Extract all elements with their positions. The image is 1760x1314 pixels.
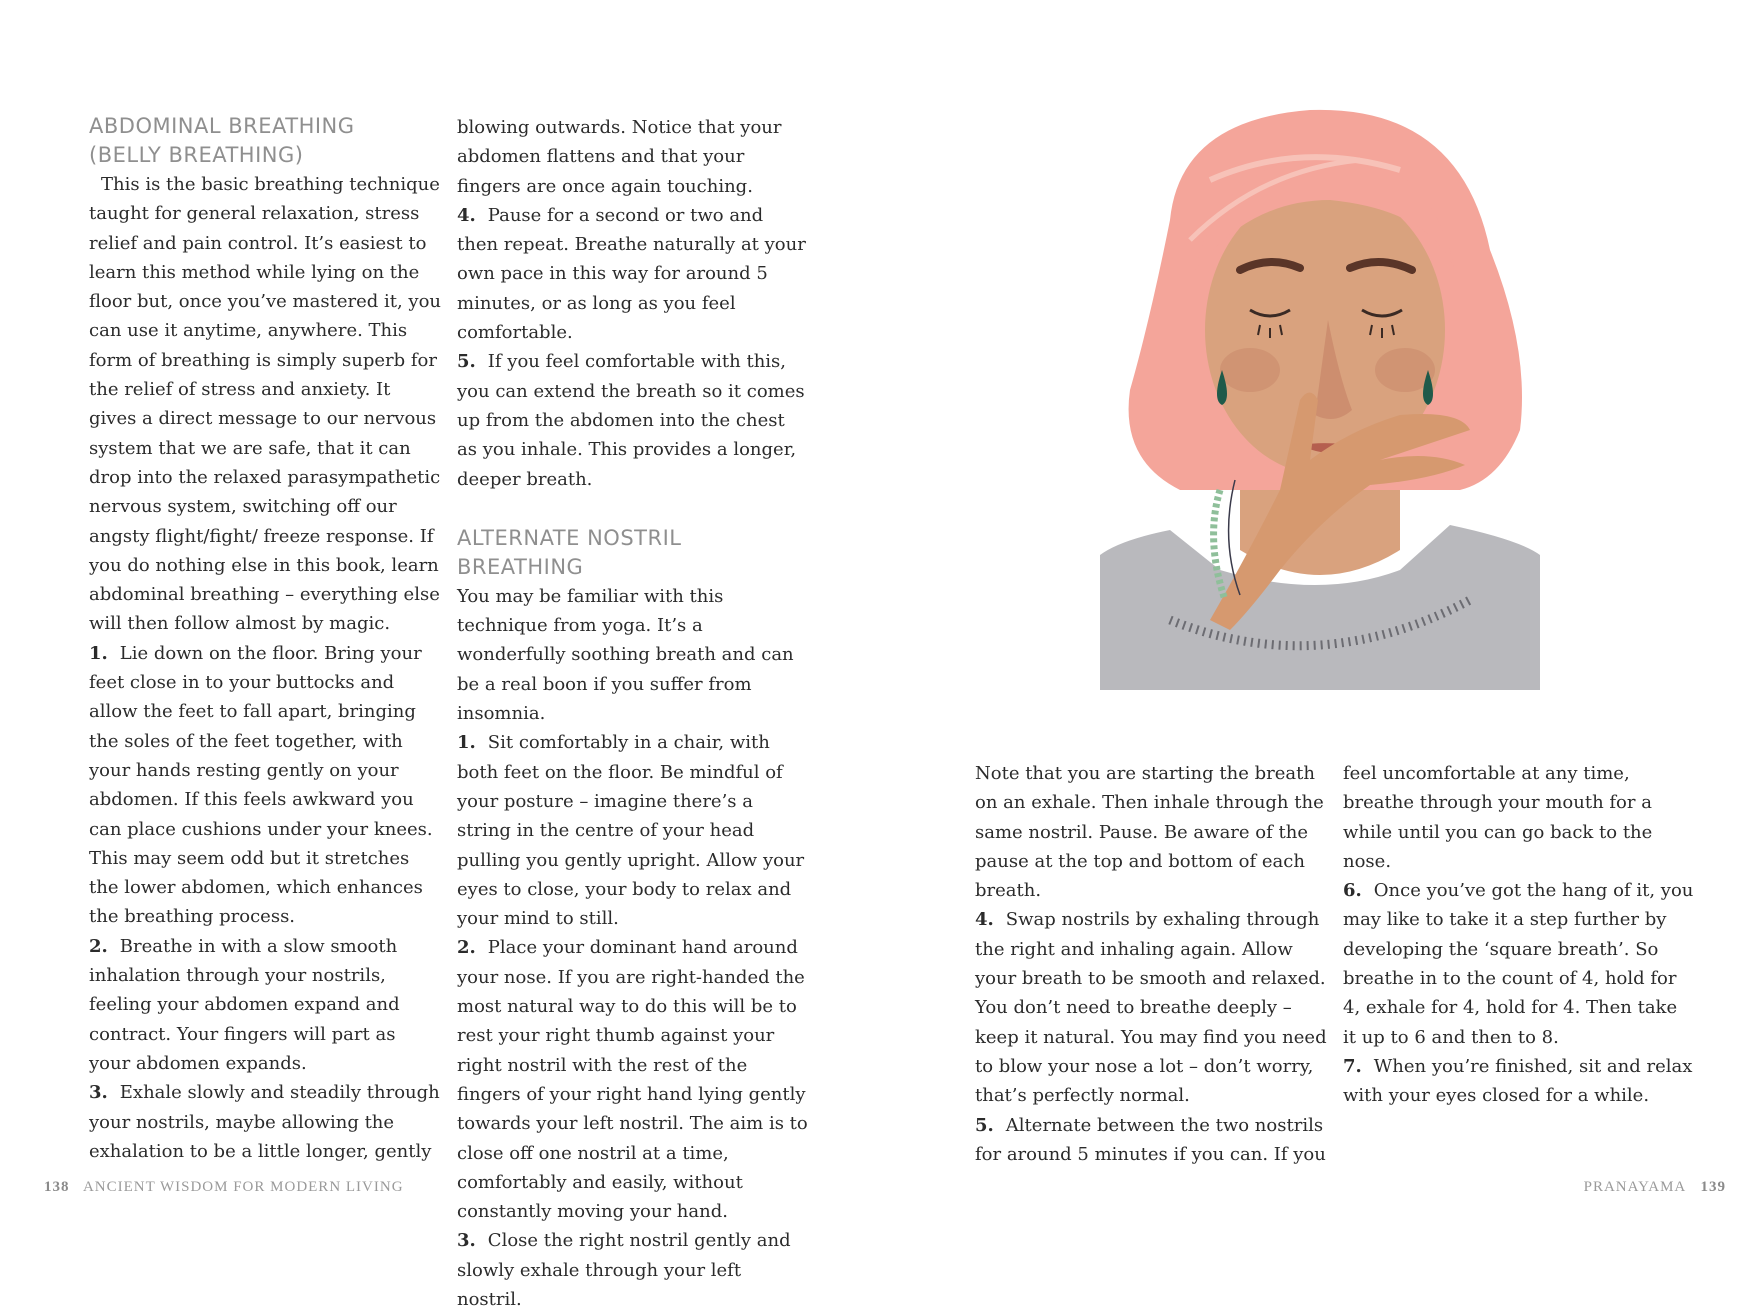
right-column-2 — [1343, 759, 1695, 1111]
nostril-step-7: 7. When you’re finished, sit and relax with your eyes closed for a while. — [1343, 1055, 1693, 1107]
abdominal-step-3-continued: blowing outwards. Notice that your abdomen flattens and that your fingers are once again touching. — [457, 117, 782, 197]
abdominal-step-3: 3. Exhale slowly and steadily through your nostrils, maybe allowing the exhalation to be a little longer, gently — [89, 1082, 440, 1162]
left-column-2 — [457, 113, 809, 1314]
abdominal-step-4: 4. Pause for a second or two and then repeat. Breathe naturally at your own pace in this way for around 5 minutes, or as long as you feel comfortable. — [457, 204, 806, 344]
left-page-footer — [44, 1179, 404, 1196]
nostril-step-3: 3. Close the right nostril gently and slowly exhale through your left nostril. — [457, 1230, 791, 1310]
nostril-intro-paragraph: You may be familiar with this technique from yoga. It’s a wonderfully soothing breath and can be a real boon if you suffer from insomnia. — [457, 585, 794, 725]
nostril-step-4: 4. Swap nostrils by exhaling through the right and inhaling again. Allow your breath to be smooth and relaxed. You don’t need to breathe deeply – keep it natural. You may find you need to blow your nose a lot – don’t worry, that’s perfectly normal. — [975, 909, 1327, 1107]
heading-line-2: BREATHING — [457, 554, 584, 579]
left-column-1 — [89, 112, 441, 1166]
nostril-note-paragraph: Note that you are starting the breath on an exhale. Then inhale through the same nostril. Pause. Be aware of the pause at the top and bottom of each breath. — [975, 763, 1324, 902]
nostril-step-1: 1. Sit comfortably in a chair, with both feet on the floor. Be mindful of your posture – imagine there’s a string in the centre of your head pulling you gently upright. Allow your eyes to close, your body to relax and your mind to still. — [457, 732, 805, 930]
woman-nostril-breathing-illustration — [1100, 100, 1540, 690]
heading-line-1: ALTERNATE NOSTRIL — [457, 525, 682, 550]
nostril-step-2: 2. Place your dominant hand around your nose. If you are right-handed the most natural way to do this will be to rest your right thumb against your right nostril with the rest of the fingers of your right hand lying gently towards your left nostril. The aim is to close off one nostril at a time, comfortably and easily, without constantly moving your hand. — [457, 937, 808, 1223]
nostril-step-5-continued: feel uncomfortable at any time, breathe through your mouth for a while until you can go back to the nose. — [1343, 763, 1653, 872]
section-heading-abdominal-breathing — [89, 112, 441, 170]
right-page-number: 139 — [1700, 1179, 1726, 1195]
abdominal-step-2: 2. Breathe in with a slow smooth inhalation through your nostrils, feeling your abdomen expand and contract. Your fingers will part as your abdomen expands. — [89, 935, 400, 1074]
abdominal-intro-paragraph: This is the basic breathing technique taught for general relaxation, stress relief and pain control. It’s easiest to learn this method while lying on the floor but, once you’ve mastered it, you can use it anytime, anywhere. This form of breathing is simply superb for the relief of stress and anxiety. It gives a direct message to our nervous system that we are safe, that it can drop into the relaxed parasympathetic nervous system, switching off our angsty flight/fight/ freeze response. If you do nothing else in this book, learn abdominal breathing – everything else will then follow almost by magic. — [89, 174, 442, 635]
heading-line-1: ABDOMINAL BREATHING — [89, 114, 355, 138]
right-page-footer — [1584, 1179, 1726, 1196]
left-page-number: 138 — [44, 1179, 70, 1195]
abdominal-step-1: 1. Lie down on the floor. Bring your feet close in to your buttocks and allow the feet to fall apart, bringing the soles of the feet together, with your hands resting gently on your abdomen. If this feels awkward you can place cushions under your knees. This may seem odd but it stretches the lower abdomen, which enhances the breathing process. — [89, 642, 433, 928]
section-heading-alternate-nostril — [457, 524, 809, 582]
nostril-step-5: 5. Alternate between the two nostrils for around 5 minutes if you can. If you — [975, 1114, 1326, 1165]
left-cheek-blush — [1220, 348, 1280, 392]
chapter-title: PRANAYAMA — [1583, 1179, 1687, 1195]
right-column-1 — [975, 759, 1327, 1169]
heading-line-2: (BELLY BREATHING) — [89, 143, 304, 167]
book-title: ANCIENT WISDOM FOR MODERN LIVING — [82, 1179, 404, 1195]
nostril-step-6: 6. Once you’ve got the hang of it, you may like to take it a step further by developing the ‘square breath’. So breathe in to the count of 4, hold for 4, exhale for 4, hold for 4. Then take it up to 6 and then to 8. — [1343, 880, 1694, 1048]
abdominal-step-5: 5. If you feel comfortable with this, you can extend the breath so it comes up from the abdomen into the chest as you inhale. This provides a longer, deeper breath. — [457, 351, 805, 490]
